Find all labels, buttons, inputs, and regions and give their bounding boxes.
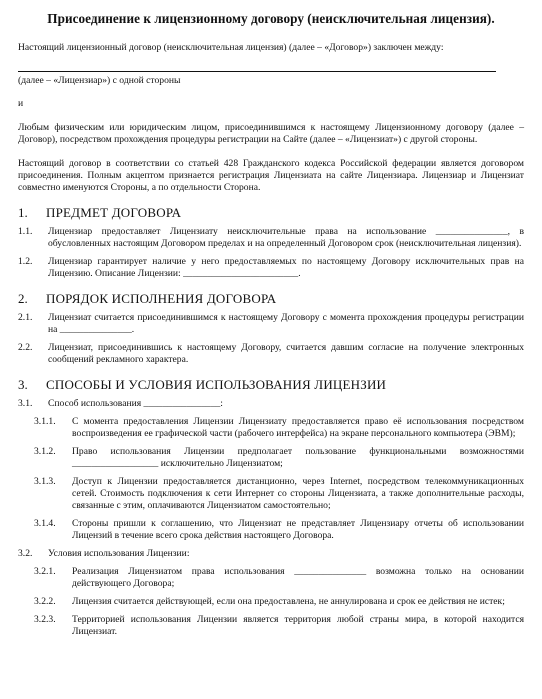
clause-3-2-3 — [18, 614, 524, 638]
clause-number: 1.2. — [18, 256, 33, 267]
clause-number: 3.2. — [18, 548, 33, 559]
clause-1-1 — [18, 226, 524, 250]
accession-paragraph: Настоящий договор в соответствии со статьей 428 Гражданского кодекса Российской федерации является договором присоединения. Полным акцептом признается регистрация Лицензиата на сайте Лицензиара. Лицензиар и Лицензиат совместно именуются Стороны, а по отдельности Сторона. — [18, 158, 524, 193]
clause-3-2-2 — [18, 596, 524, 608]
licensor-blank-line — [18, 71, 496, 72]
clause-text: Право использования Лицензии предполагает пользование функциональными возможностями __________________ исключительно Лицензиатом; — [72, 446, 524, 469]
clause-text: Территорией использования Лицензии является территория любой страны мира, в которой находится Лицензиат. — [72, 614, 524, 637]
licensor-caption: (далее – «Лицензиар») с одной стороны — [18, 75, 181, 86]
section-2-heading — [18, 291, 524, 306]
clause-number: 3.2.1. — [34, 566, 56, 577]
clause-3-1-1 — [18, 416, 524, 440]
section-number: 3. — [18, 377, 28, 392]
clause-number: 3.1.4. — [34, 518, 56, 529]
clause-3-2 — [18, 548, 524, 560]
section-3-heading — [18, 377, 524, 392]
clause-3-1 — [18, 398, 524, 410]
section-1-heading — [18, 205, 524, 220]
clause-text: Лицензиат, присоединившись к настоящему Договору, считается давшим согласие на получение электронных сообщений рекламного характера. — [48, 342, 524, 365]
section-title: ПОРЯДОК ИСПОЛНЕНИЯ ДОГОВОРА — [46, 291, 277, 306]
clause-text: Лицензиар предоставляет Лицензиату неисключительные права на использование _______________, в обусловленных настоящим Договором пределах и на определенный Договором срок (неисключительная лицензия). — [48, 226, 524, 249]
section-title: ПРЕДМЕТ ДОГОВОРА — [46, 205, 182, 220]
clause-3-1-3 — [18, 476, 524, 512]
clause-2-1 — [18, 312, 524, 336]
clause-number: 2.1. — [18, 312, 33, 323]
clause-text: Доступ к Лицензии предоставляется дистанционно, через Internet, посредством телекоммуникационных сетей. Стоимость подключения к сети Интернет со стороны Лицензиата, а также дополнительные расходы, связанные с этим, оплачиваются Лицензиатом самостоятельно; — [72, 476, 524, 511]
clause-number: 3.2.2. — [34, 596, 56, 607]
clause-text: С момента предоставления Лицензии Лицензиату предоставляется право её использования посредством воспроизведения ее графической части (рабочего интерфейса) на экране персонального компьютера (ЭВМ); — [72, 416, 524, 439]
clause-2-2 — [18, 342, 524, 366]
intro-parties-line: Настоящий лицензионный договор (неисключительная лицензия) (далее – «Договор») заключен между: — [18, 42, 444, 53]
clause-text: Лицензиар гарантирует наличие у него предоставляемых по настоящему Договору исключительных прав на Лицензию. Описание Лицензии: ________________________. — [48, 256, 524, 279]
clause-number: 3.1.2. — [34, 446, 56, 457]
section-number: 2. — [18, 291, 28, 306]
licensee-paragraph: Любым физическим или юридическим лицом, присоединившимся к настоящему Лицензионному договору (далее – Договор), посредством прохождения процедуры регистрации на Сайте (далее – «Лицензиат») с другой стороны. — [18, 122, 524, 145]
clause-text: Стороны пришли к соглашению, что Лицензиат не представляет Лицензиару отчеты об использовании Лицензий в течение всего срока действия настоящего Договора. — [72, 518, 524, 541]
clause-1-2 — [18, 256, 524, 280]
clause-text: Лицензия считается действующей, если она предоставлена, не аннулирована и срок ее действия не истек; — [72, 596, 505, 607]
document-title: Присоединение к лицензионному договору (неисключительная лицензия). — [47, 11, 495, 26]
clause-text: Условия использования Лицензии: — [48, 548, 190, 559]
clause-number: 3.2.3. — [34, 614, 56, 625]
section-number: 1. — [18, 205, 28, 220]
clause-text: Способ использования ________________: — [48, 398, 223, 409]
clause-text: Лицензиат считается присоединившимся к настоящему Договору с момента прохождения процедуры регистрации на _______________. — [48, 312, 524, 335]
clause-number: 2.2. — [18, 342, 33, 353]
clause-number: 1.1. — [18, 226, 33, 237]
clause-number: 3.1. — [18, 398, 33, 409]
section-title: СПОСОБЫ И УСЛОВИЯ ИСПОЛЬЗОВАНИЯ ЛИЦЕНЗИИ — [46, 377, 387, 392]
and-connector: и — [18, 98, 24, 109]
clause-3-1-2 — [18, 446, 524, 470]
clause-3-2-1 — [18, 566, 524, 590]
clause-text: Реализация Лицензиатом права использования _______________ возможна только на основании действующего Договора; — [72, 566, 524, 589]
clause-3-1-4 — [18, 518, 524, 542]
clause-number: 3.1.1. — [34, 416, 56, 427]
clause-number: 3.1.3. — [34, 476, 56, 487]
